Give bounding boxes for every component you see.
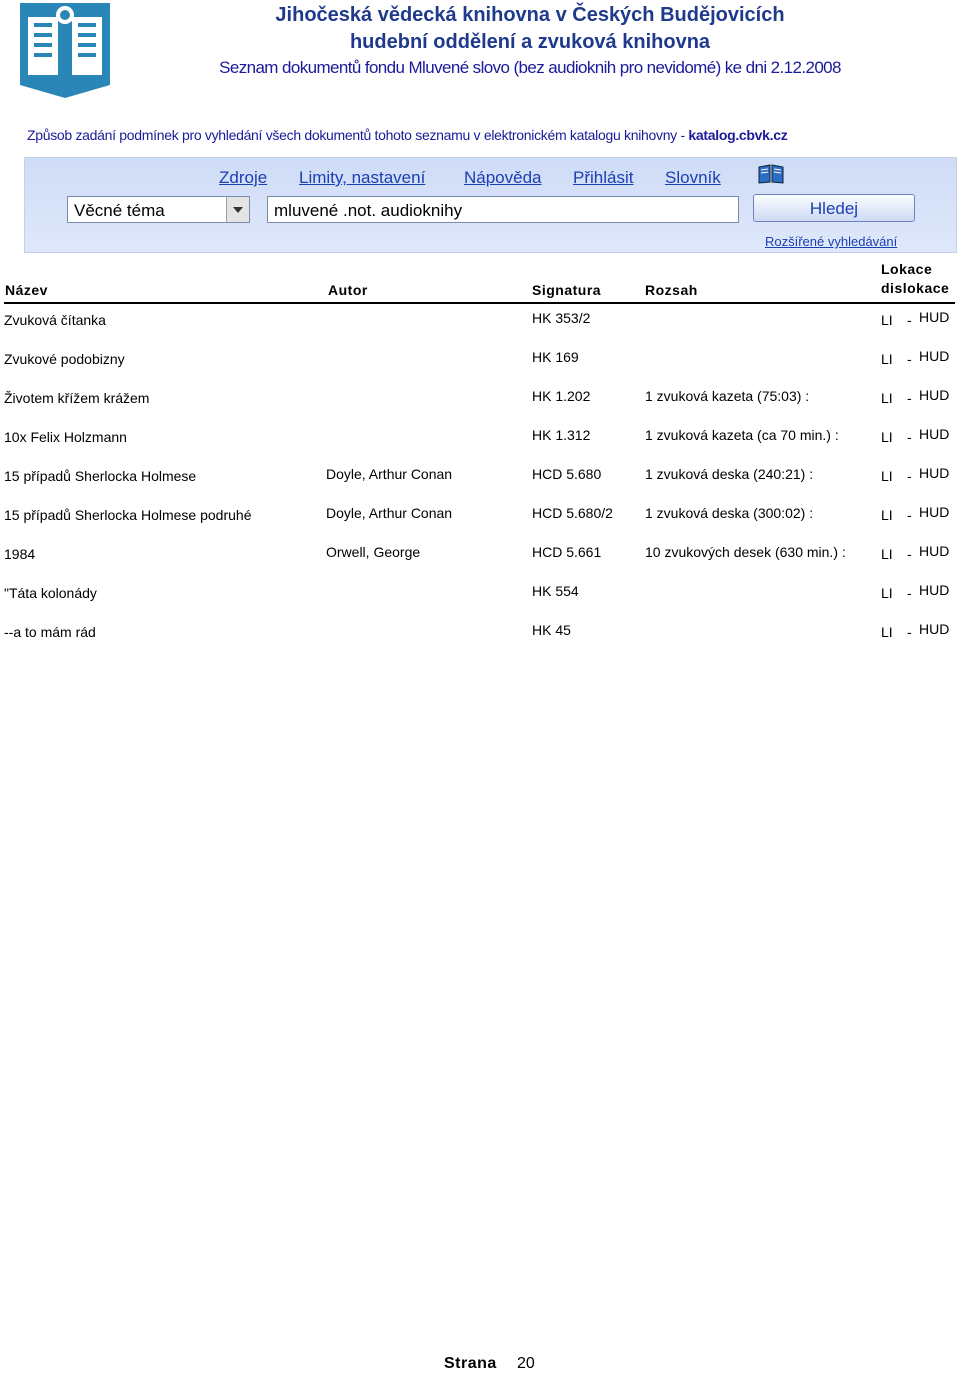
cell-separator: - xyxy=(907,624,912,640)
search-button[interactable]: Hledej xyxy=(753,194,915,222)
column-header-dislokace: dislokace xyxy=(881,280,950,296)
search-instructions xyxy=(27,127,787,143)
library-logo xyxy=(20,3,110,98)
cell-separator: - xyxy=(907,585,912,601)
chevron-down-icon[interactable] xyxy=(226,197,249,222)
catalog-link[interactable]: katalog.cbvk.cz xyxy=(688,127,788,143)
column-header-signatura: Signatura xyxy=(532,282,602,298)
cell-dislokace: HUD xyxy=(919,582,950,598)
cell-separator: - xyxy=(907,390,912,406)
cell-separator: - xyxy=(907,468,912,484)
cell-nazev: Zvuková čítanka xyxy=(4,312,106,328)
library-name: Jihočeská vědecká knihovna v Českých Budějovicích xyxy=(275,4,785,26)
list-title: Seznam dokumentů fondu Mluvené slovo (bez audioknih pro nevidomé) ke dni 2.12.2008 xyxy=(219,58,841,77)
advanced-search-link[interactable]: Rozšířené vyhledávání xyxy=(765,234,898,249)
cell-separator: - xyxy=(907,546,912,562)
catalog-search-screenshot xyxy=(24,157,957,253)
cell-lokace: LI xyxy=(881,507,893,523)
column-header-nazev: Název xyxy=(5,282,48,298)
cell-separator: - xyxy=(907,429,912,445)
cell-nazev: 15 případů Sherlocka Holmese xyxy=(4,468,197,484)
cell-signatura: HK 1.202 xyxy=(532,388,591,404)
cell-separator: - xyxy=(907,312,912,328)
cell-nazev: 10x Felix Holzmann xyxy=(4,429,127,445)
cell-dislokace: HUD xyxy=(919,621,950,637)
cell-lokace: LI xyxy=(881,468,893,484)
nav-link-slovnik[interactable]: Slovník xyxy=(665,168,721,187)
cell-nazev: Zvukové podobizny xyxy=(4,351,125,367)
page-label: Strana xyxy=(444,1355,497,1372)
cell-signatura: HK 169 xyxy=(532,349,579,365)
cell-separator: - xyxy=(907,507,912,523)
column-header-rozsah: Rozsah xyxy=(645,282,698,298)
cell-rozsah: 10 zvukových desek (630 min.) : xyxy=(645,544,846,560)
cell-nazev: 15 případů Sherlocka Holmese podruhé xyxy=(4,507,252,523)
cell-lokace: LI xyxy=(881,546,893,562)
cell-rozsah: 1 zvuková kazeta (ca 70 min.) : xyxy=(645,427,839,443)
nav-link-prihlasit[interactable]: Přihlásit xyxy=(573,168,634,187)
search-field-value: Věcné téma xyxy=(74,201,165,220)
nav-link-limity[interactable]: Limity, nastavení xyxy=(299,168,426,187)
cell-dislokace: HUD xyxy=(919,348,950,364)
column-header-lokace: Lokace xyxy=(881,261,933,277)
nav-link-napoveda[interactable]: Nápověda xyxy=(464,168,542,187)
cell-lokace: LI xyxy=(881,585,893,601)
search-field-select[interactable] xyxy=(67,196,250,223)
cell-dislokace: HUD xyxy=(919,504,950,520)
cell-autor: Orwell, George xyxy=(326,544,421,560)
cell-nazev: Životem křížem krážem xyxy=(4,390,150,406)
cell-nazev: --a to mám rád xyxy=(4,624,96,640)
cell-rozsah: 1 zvuková kazeta (75:03) : xyxy=(645,388,810,404)
cell-signatura: HK 1.312 xyxy=(532,427,591,443)
cell-lokace: LI xyxy=(881,429,893,445)
cell-signatura: HCD 5.661 xyxy=(532,544,602,560)
cell-rozsah: 1 zvuková deska (240:21) : xyxy=(645,466,814,482)
page-number: 20 xyxy=(517,1355,535,1372)
department-name: hudební oddělení a zvuková knihovna xyxy=(349,31,711,53)
instructions-text: Způsob zadání podmínek pro vyhledání všech dokumentů tohoto seznamu v elektronickém katalogu knihovny - xyxy=(27,127,689,143)
cell-lokace: LI xyxy=(881,624,893,640)
cell-dislokace: HUD xyxy=(919,387,950,403)
cell-rozsah: 1 zvuková deska (300:02) : xyxy=(645,505,814,521)
cell-separator: - xyxy=(907,351,912,367)
cell-lokace: LI xyxy=(881,390,893,406)
cell-nazev: "Táta kolonády xyxy=(4,585,97,601)
cell-dislokace: HUD xyxy=(919,309,950,325)
cell-signatura: HK 554 xyxy=(532,583,579,599)
search-input[interactable]: mluvené .not. audioknihy xyxy=(267,196,739,223)
cell-autor: Doyle, Arthur Conan xyxy=(326,505,453,521)
cell-dislokace: HUD xyxy=(919,465,950,481)
cell-signatura: HK 353/2 xyxy=(532,310,591,326)
cell-autor: Doyle, Arthur Conan xyxy=(326,466,453,482)
header-divider xyxy=(4,302,955,304)
cell-dislokace: HUD xyxy=(919,426,950,442)
cell-signatura: HCD 5.680 xyxy=(532,466,602,482)
nav-link-zdroje[interactable]: Zdroje xyxy=(219,168,268,187)
cell-nazev: 1984 xyxy=(4,546,36,562)
dictionary-book-icon[interactable] xyxy=(758,164,784,184)
cell-signatura: HK 45 xyxy=(532,622,571,638)
cell-dislokace: HUD xyxy=(919,543,950,559)
cell-lokace: LI xyxy=(881,351,893,367)
cell-signatura: HCD 5.680/2 xyxy=(532,505,613,521)
column-header-autor: Autor xyxy=(328,282,368,298)
cell-lokace: LI xyxy=(881,312,893,328)
